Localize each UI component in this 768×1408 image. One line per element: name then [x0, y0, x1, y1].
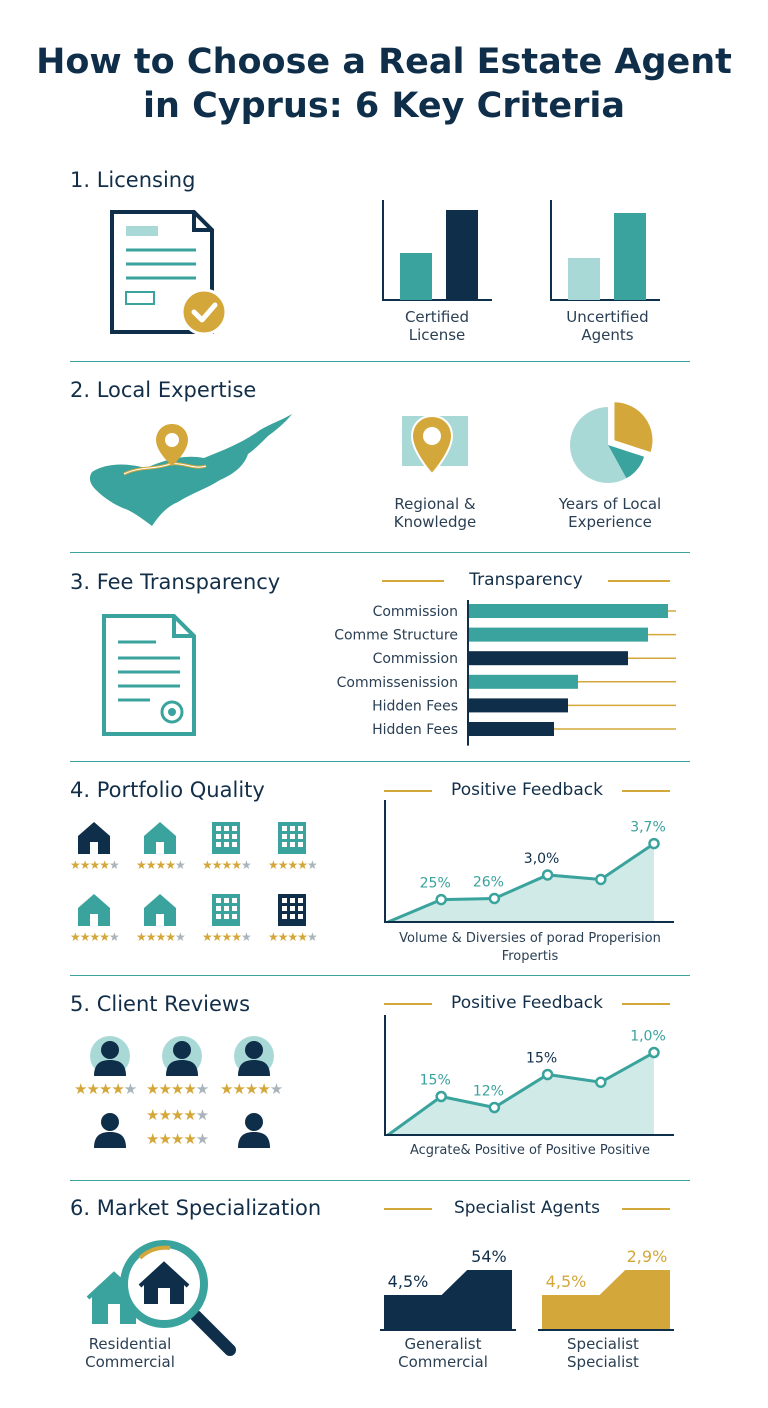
specialist-chart-title: Specialist Agents [453, 1198, 601, 1218]
chart-title-rule [384, 790, 432, 792]
window [290, 906, 295, 911]
house-icon [140, 890, 180, 930]
door [90, 914, 98, 926]
licensing-bar-chart-a [382, 200, 492, 305]
section-title-market-specialization: 6. Market Specialization [70, 1196, 322, 1220]
bar [446, 210, 478, 300]
chart-title-rule [382, 580, 444, 582]
window [224, 906, 229, 911]
bar [468, 628, 648, 642]
divider [70, 1180, 690, 1181]
door [156, 914, 164, 926]
bar-label: Hidden Fees [372, 698, 458, 715]
divider [70, 975, 690, 976]
bar [468, 722, 554, 736]
bar [468, 675, 578, 689]
window [232, 842, 237, 847]
data-point [437, 895, 446, 904]
building-icon [272, 890, 312, 930]
window [216, 906, 221, 911]
area-fill [388, 1050, 654, 1136]
window [298, 898, 303, 903]
divider [70, 361, 690, 362]
bar-label: Commission [372, 651, 458, 668]
window [232, 834, 237, 839]
section-title-fee-transparency: 3. Fee Transparency [70, 570, 281, 594]
bar [468, 651, 628, 665]
regional-knowledge-caption: Regional & Knowledge [393, 495, 477, 531]
bar-label: Commissenission [336, 674, 458, 691]
specialist-area-charts [378, 1230, 678, 1335]
window [298, 842, 303, 847]
chart-title-rule [622, 1003, 670, 1005]
window [282, 906, 287, 911]
star-rating: ★★★★★ [202, 930, 251, 944]
chart-title-rule [622, 1208, 670, 1210]
window [216, 826, 221, 831]
star-rating: ★★★★★ [268, 858, 317, 872]
divider [70, 761, 690, 762]
window [290, 826, 295, 831]
window [290, 834, 295, 839]
data-point [543, 1070, 552, 1079]
window [224, 842, 229, 847]
data-point [596, 875, 605, 884]
star-rating: ★★★★★ [74, 1080, 137, 1098]
star-rating: ★★★★★ [70, 858, 119, 872]
avatar-head [173, 1041, 191, 1059]
data-point [596, 1078, 605, 1087]
window [232, 826, 237, 831]
transparency-bar-chart [300, 598, 690, 748]
window [282, 826, 287, 831]
bar-label: Commission [372, 604, 458, 620]
house-icon [74, 818, 114, 858]
pie-slice [614, 402, 652, 452]
cyprus-map-icon [84, 410, 299, 535]
bar [568, 258, 600, 300]
data-label: 3,0% [523, 850, 560, 867]
data-point [650, 839, 659, 848]
data-label: 54% [471, 1247, 507, 1266]
data-label: 1,0% [630, 1028, 666, 1045]
data-point [490, 1103, 499, 1112]
star-rating: ★★★★★ [70, 930, 119, 944]
data-label: 26% [472, 874, 504, 891]
portfolio-line-chart [384, 800, 674, 925]
data-label: 15% [419, 1072, 451, 1089]
section-title-licensing: 1. Licensing [70, 168, 196, 192]
window [216, 898, 221, 903]
chart-title-rule [384, 1003, 432, 1005]
years-experience-caption: Years of Local Experience [558, 495, 662, 531]
licensing-bar-chart-b [550, 200, 665, 305]
data-point [437, 1092, 446, 1101]
window [232, 914, 237, 919]
window [216, 914, 221, 919]
section-title-portfolio-quality: 4. Portfolio Quality [70, 778, 265, 802]
portfolio-chart-title: Positive Feedback [451, 780, 603, 800]
window [298, 834, 303, 839]
licensing-caption-a: Certified License [404, 308, 470, 344]
window [224, 834, 229, 839]
regional-pin-icon [398, 412, 478, 482]
bar-label: Comme Structure [334, 627, 458, 644]
window [298, 906, 303, 911]
avatar-head [101, 1041, 119, 1059]
star-rating: ★★★★★ [136, 930, 185, 944]
data-label: 3,7% [630, 819, 666, 836]
window [298, 914, 303, 919]
portfolio-chart-xlabel: Volume & Diversies of porad Properision Fropertis [399, 931, 661, 964]
bar [400, 253, 432, 300]
user-avatar-icon [88, 1106, 132, 1150]
star-rating: ★★★★★ [220, 1080, 283, 1098]
data-label: 15% [526, 1050, 558, 1067]
local-experience-pie-chart [570, 400, 660, 490]
specialist-caption: Specialist Specialist [567, 1335, 639, 1371]
building-icon [206, 818, 246, 858]
window [224, 826, 229, 831]
window [232, 898, 237, 903]
window [298, 826, 303, 831]
window [290, 842, 295, 847]
bar-label: Hidden Fees [372, 722, 458, 738]
chart-title-rule [384, 1208, 432, 1210]
bar [468, 604, 668, 618]
user-avatar-icon [232, 1106, 276, 1150]
licensing-caption-b: Uncertified Agents [566, 308, 649, 344]
window [216, 834, 221, 839]
fee-document-icon [100, 612, 200, 742]
user-avatar-icon [232, 1034, 276, 1078]
data-label: 12% [472, 1083, 504, 1100]
window [224, 898, 229, 903]
star-rating: ★★★★★ [146, 1080, 209, 1098]
data-label: 2,9% [626, 1247, 668, 1266]
window [224, 914, 229, 919]
residential-commercial-caption: Residential Commercial [85, 1335, 175, 1371]
door [90, 842, 98, 854]
window [290, 898, 295, 903]
reviews-chart-title: Positive Feedback [451, 993, 603, 1013]
data-label: 25% [419, 875, 451, 892]
avatar-head [245, 1113, 263, 1131]
reviews-area-chart [384, 1015, 674, 1137]
star-rating: ★★★★★ [146, 1130, 209, 1148]
avatar-head [101, 1113, 119, 1131]
certified-document-icon [108, 208, 238, 338]
generalist-caption: Generalist Commercial [398, 1335, 488, 1371]
data-point [490, 894, 499, 903]
window [282, 842, 287, 847]
chart-title-rule [622, 790, 670, 792]
window [282, 914, 287, 919]
divider [70, 552, 690, 553]
star-rating: ★★★★★ [136, 858, 185, 872]
avatar-body [238, 1132, 270, 1148]
data-label: 4,5% [387, 1272, 429, 1291]
user-avatar-icon [160, 1034, 204, 1078]
page-title: How to Choose a Real Estate Agent in Cyprus: 6 Key Criteria [36, 42, 732, 126]
building-icon [206, 890, 246, 930]
house-icon [74, 890, 114, 930]
reviews-chart-xlabel: Acgrate& Positive of Positive Positive [409, 1143, 650, 1158]
building-icon [272, 818, 312, 858]
data-point [650, 1048, 659, 1057]
window [282, 834, 287, 839]
house-icon [140, 818, 180, 858]
window [282, 898, 287, 903]
bar [468, 698, 568, 712]
bar [614, 213, 646, 300]
chart-title-rule [608, 580, 670, 582]
data-label: 4,5% [545, 1272, 587, 1291]
avatar-body [94, 1132, 126, 1148]
window [216, 842, 221, 847]
star-rating: ★★★★★ [146, 1106, 209, 1124]
window [290, 914, 295, 919]
star-rating: ★★★★★ [202, 858, 251, 872]
user-avatar-icon [88, 1034, 132, 1078]
transparency-chart-title: Transparency [469, 570, 583, 590]
data-point [543, 870, 552, 879]
section-title-client-reviews: 5. Client Reviews [70, 992, 251, 1016]
star-rating: ★★★★★ [268, 930, 317, 944]
window [232, 906, 237, 911]
door [156, 842, 164, 854]
avatar-head [245, 1041, 263, 1059]
section-title-local-expertise: 2. Local Expertise [70, 378, 257, 402]
